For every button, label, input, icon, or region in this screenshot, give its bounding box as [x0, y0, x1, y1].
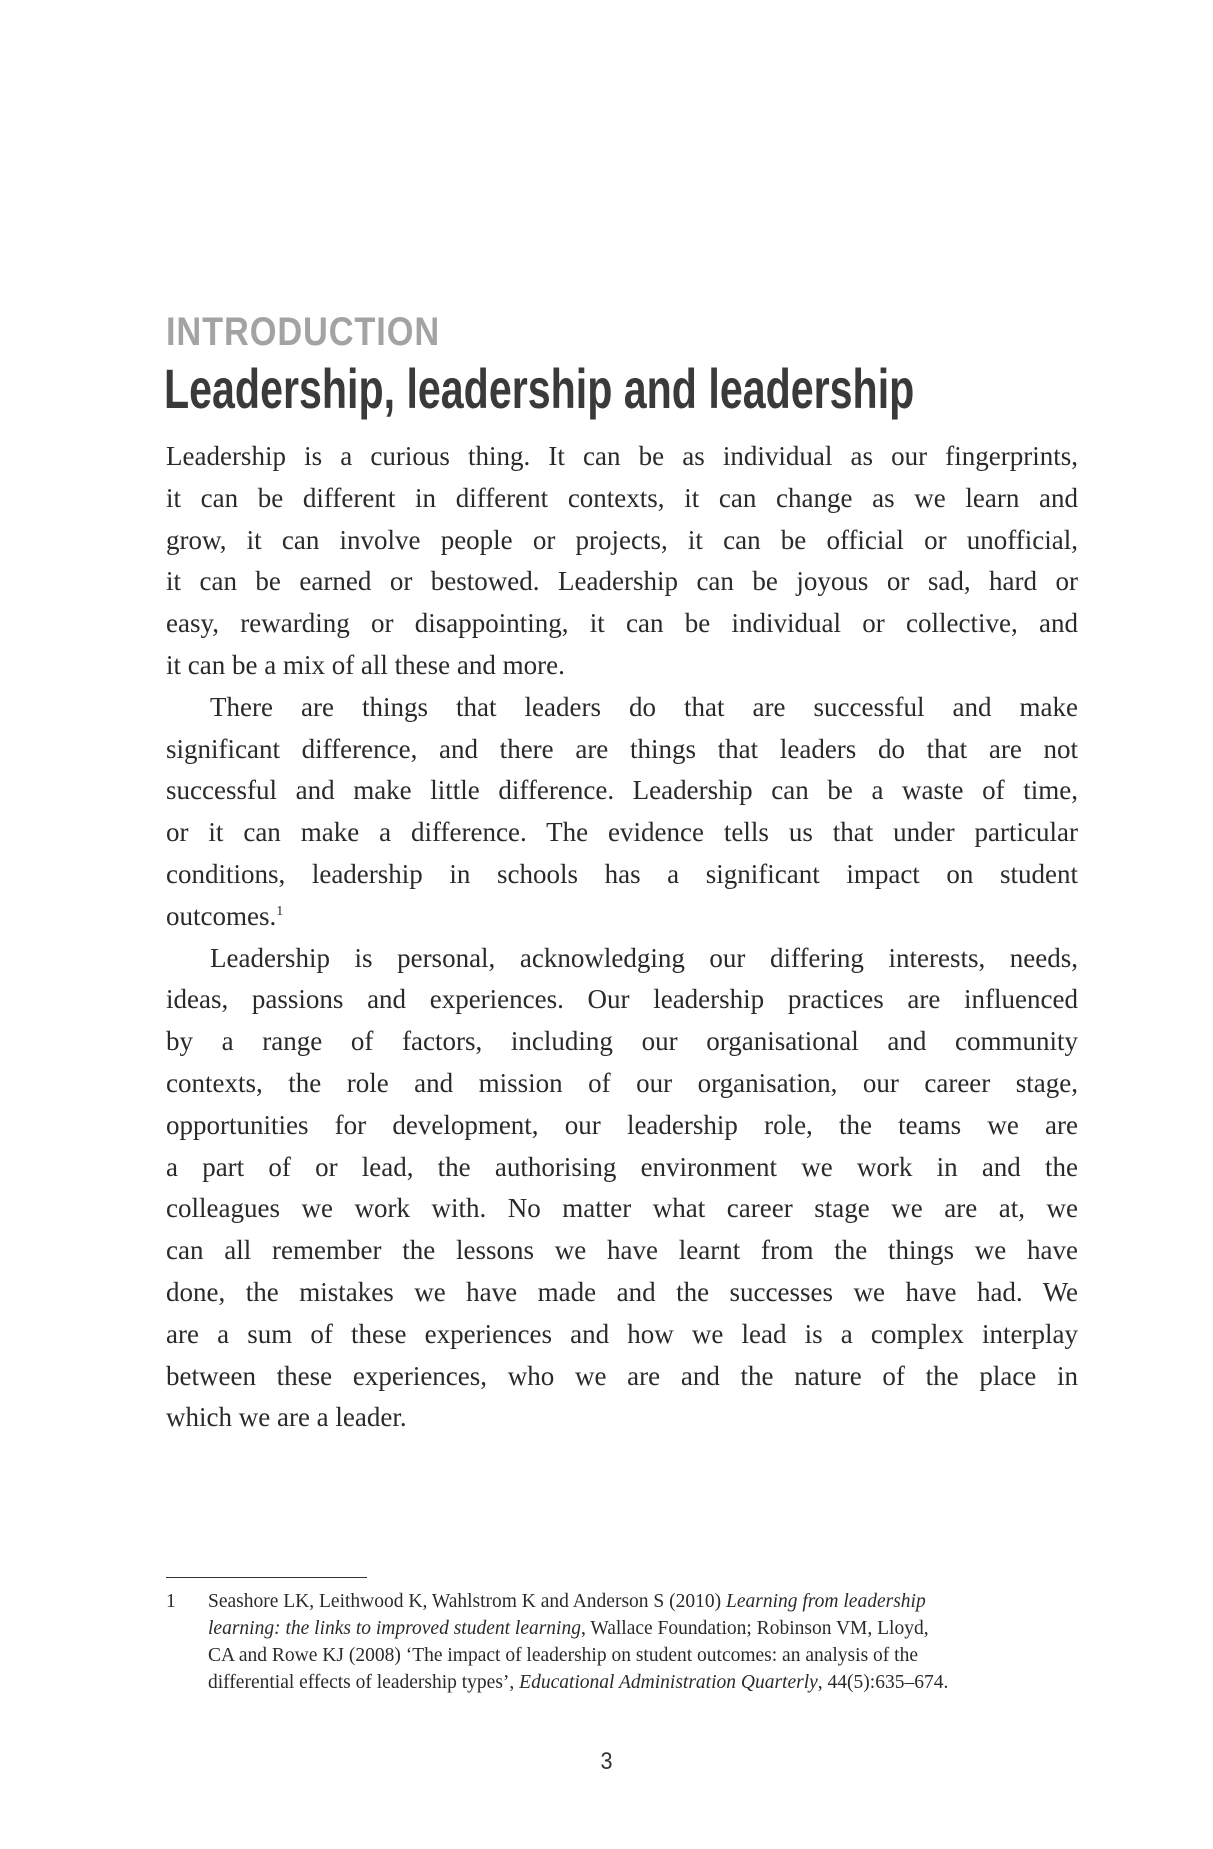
text-line: a part of or lead, the authorising environment we work in and the	[166, 1151, 1078, 1182]
text-line: which we are a leader.	[166, 1402, 407, 1433]
page-number: 3	[600, 1748, 613, 1775]
text-line: contexts, the role and mission of our organisation, our career stage,	[166, 1067, 1078, 1098]
footnote-reference[interactable]: 1	[276, 903, 284, 919]
text-line: Leadership is a curious thing. It can be as individual as our fingerprints,	[166, 441, 1078, 471]
text-line: easy, rewarding or disappointing, it can be individual or collective, and	[166, 608, 1078, 639]
paragraph-2	[166, 687, 1078, 938]
footnote-text	[208, 1588, 1078, 1696]
text-line: grow, it can involve people or projects, it can be official or unofficial,	[166, 524, 1078, 555]
text-line: or it can make a difference. The evidence tells us that under particular	[166, 817, 1078, 848]
footnote-line	[208, 1588, 1078, 1615]
footnote-number: 1	[166, 1591, 176, 1612]
text-line: successful and make little difference. Leadership can be a waste of time,	[166, 775, 1078, 806]
footnote-divider	[166, 1577, 367, 1578]
text-fragment: , Wallace Foundation; Robinson VM, Lloyd,	[580, 1618, 929, 1639]
text-line: done, the mistakes we have made and the successes we have had. We	[166, 1276, 1078, 1307]
text-line	[166, 896, 1078, 938]
text-line: Leadership is personal, acknowledging our differing interests, needs,	[210, 942, 1078, 973]
text-line: by a range of factors, including our organisational and community	[166, 1026, 1078, 1057]
footnote-line	[208, 1669, 1078, 1696]
title-italic: Learning from leadership	[726, 1591, 926, 1612]
text-fragment: Seashore LK, Leithwood K, Wahlstrom K and Anderson S (2010)	[208, 1591, 726, 1612]
text-line: it can be a mix of all these and more.	[166, 649, 565, 680]
text-fragment: differential effects of leadership types’,	[208, 1672, 520, 1693]
body-text	[166, 436, 1078, 1439]
text-line: between these experiences, who we are and the nature of the place in	[166, 1360, 1078, 1391]
footnote-line: CA and Rowe KJ (2008) ‘The impact of leadership on student outcomes: an analysis of the	[208, 1645, 918, 1666]
text-line: it can be earned or bestowed. Leadership can be joyous or sad, hard or	[166, 566, 1078, 597]
journal-italic: Educational Administration Quarterly	[519, 1672, 818, 1693]
text-line: can all remember the lessons we have learnt from the things we have	[166, 1235, 1078, 1266]
paragraph-1	[166, 436, 1078, 687]
text-line: opportunities for development, our leadership role, the teams we are	[166, 1109, 1078, 1140]
text-line: significant difference, and there are things that leaders do that are not	[166, 733, 1078, 764]
paragraph-3	[166, 938, 1078, 1440]
chapter-kicker: INTRODUCTION	[166, 310, 441, 354]
text-fragment: , 44(5):635–674.	[817, 1672, 949, 1693]
footnote-line	[208, 1615, 1078, 1642]
text-line: are a sum of these experiences and how we lead is a complex interplay	[166, 1318, 1078, 1349]
text-line: conditions, leadership in schools has a significant impact on student	[166, 858, 1078, 889]
text-line: it can be different in different contexts, it can change as we learn and	[166, 482, 1078, 513]
chapter-title: Leadership, leadership and leadership	[164, 357, 915, 420]
text-line: colleagues we work with. No matter what career stage we are at, we	[166, 1193, 1078, 1224]
text-line: ideas, passions and experiences. Our leadership practices are influenced	[166, 984, 1078, 1015]
text-line: There are things that leaders do that are successful and make	[210, 691, 1078, 722]
title-italic: learning: the links to improved student learning	[208, 1618, 581, 1639]
text-fragment: outcomes.	[166, 900, 277, 931]
